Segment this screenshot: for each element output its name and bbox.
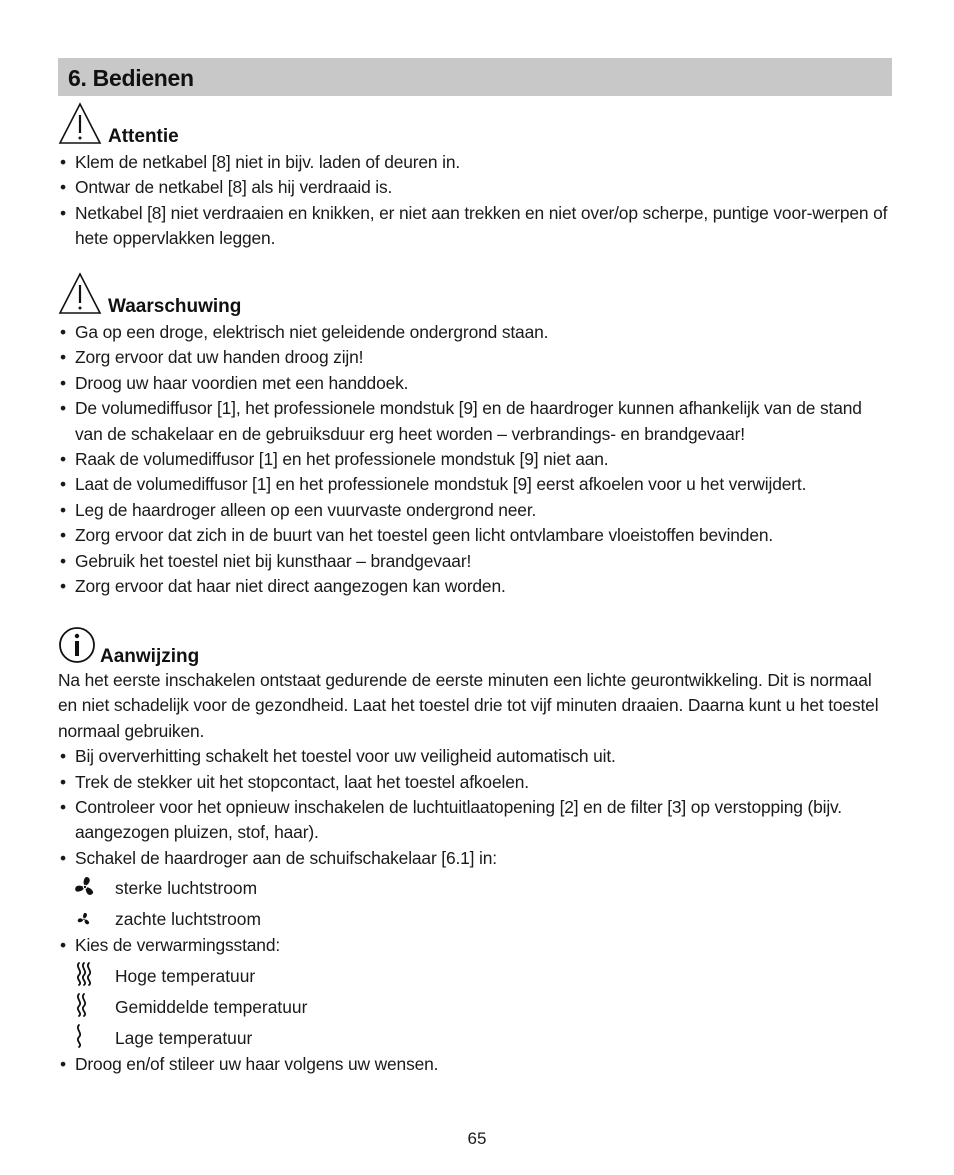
list-item: • Gebruik het toestel niet bij kunsthaar – brandgevaar! [58,549,892,574]
waarschuwing-block [58,272,892,599]
heat-label: Lage temperatuur [115,1027,253,1048]
heat-option-medium [58,990,892,1021]
attentie-heading: Attentie [108,126,179,147]
heat-three-waves-icon [74,959,94,990]
info-icon [58,626,96,664]
list-item: • Trek de stekker uit het stopcontact, laat het toestel afkoelen. [58,770,892,795]
aanwijzing-paragraph: Na het eerste inschakelen ontstaat gedurende de eerste minuten een lichte geurontwikkeling. Dit is normaal en niet schadelijk voor de gezondheid. Laat het toestel drie tot vijf minuten draaien. Daarna kunt u het toestel normaal gebruiken. [58,670,879,741]
airflow-option-soft [58,902,892,933]
list-item: • Zorg ervoor dat zich in de buurt van het toestel geen licht ontvlambare vloeistoffen bevinden. [58,523,892,548]
warning-triangle-icon [58,272,102,315]
list-item: • De volumediffusor [1], het professionele mondstuk [9] en de haardroger kunnen afhankelijk van de stand van de schakelaar en de gebruiksduur erg heet worden – verbrandings- en brandgevaar! [58,396,892,447]
heat-two-waves-icon [74,990,94,1021]
aanwijzing-heading: Aanwijzing [100,646,200,667]
final-list [58,1052,892,1077]
list-item: • Klem de netkabel [8] niet in bijv. laden of deuren in. [58,150,892,175]
list-item: • Controleer voor het opnieuw inschakelen de luchtuitlaatopening [2] en de filter [3] op verstopping (bijv. aangezogen pluizen, stof, haar). [58,795,892,846]
heat-label: Gemiddelde temperatuur [115,996,308,1017]
section-title: 6. Bedienen [68,65,194,91]
list-item: • Ontwar de netkabel [8] als hij verdraaid is. [58,175,892,200]
heat-option-low [58,1021,892,1052]
attentie-block [58,102,892,252]
heat-intro-list [58,933,892,958]
list-item: • Zorg ervoor dat uw handen droog zijn! [58,345,892,370]
section-header-bar [58,58,892,96]
aanwijzing-heading-row [58,626,892,668]
airflow-label: zachte luchtstroom [115,909,261,930]
waarschuwing-list [58,320,892,599]
list-item: • Ga op een droge, elektrisch niet geleidende ondergrond staan. [58,320,892,345]
airflow-option-strong [58,871,892,902]
list-item: • Raak de volumediffusor [1] en het professionele mondstuk [9] niet aan. [58,447,892,472]
page-number: 65 [467,1129,487,1148]
list-item: • Zorg ervoor dat haar niet direct aangezogen kan worden. [58,574,892,599]
airflow-label: sterke luchtstroom [115,878,258,899]
fan-small-icon [77,902,91,933]
list-item: • Bij oververhitting schakelt het toestel voor uw veiligheid automatisch uit. [58,744,892,769]
aanwijzing-list [58,744,892,871]
heat-one-wave-icon [74,1021,94,1052]
list-item: • Droog uw haar voordien met een handdoek. [58,371,892,396]
waarschuwing-heading-row [58,272,892,318]
waarschuwing-heading: Waarschuwing [108,296,242,317]
aanwijzing-block [58,626,892,1077]
list-item: • Schakel de haardroger aan de schuifschakelaar [6.1] in: [58,846,892,871]
list-item: • Laat de volumediffusor [1] en het professionele mondstuk [9] eerst afkoelen voor u het verwijdert. [58,472,892,497]
list-item: • Droog en/of stileer uw haar volgens uw wensen. [58,1052,892,1077]
warning-triangle-icon [58,102,102,145]
attentie-heading-row [58,102,892,148]
list-item: • Leg de haardroger alleen op een vuurvaste ondergrond neer. [58,498,892,523]
heat-label: Hoge temperatuur [115,965,256,986]
attentie-list [58,150,892,252]
heat-option-high [58,959,892,990]
list-item: • Kies de verwarmingsstand: [58,933,892,958]
fan-large-icon [74,871,96,902]
list-item: • Netkabel [8] niet verdraaien en knikken, er niet aan trekken en niet over/op scherpe, puntige voor-werpen of hete oppervlakken leggen. [58,201,892,252]
